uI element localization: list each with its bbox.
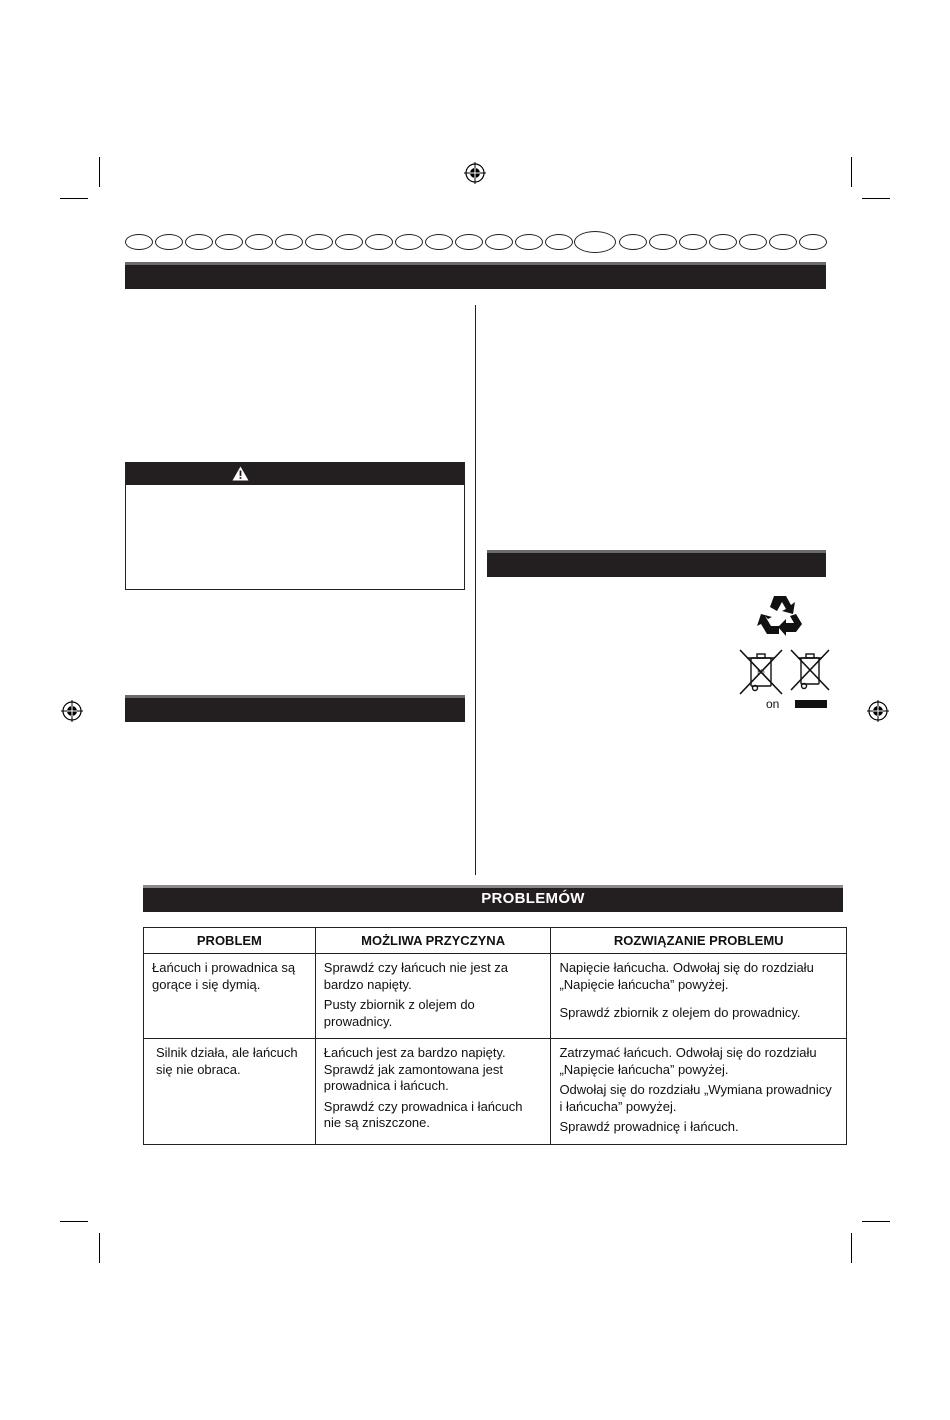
problem-cell	[144, 954, 316, 1039]
language-tab[interactable]	[739, 234, 767, 250]
solution-text: Napięcie łańcucha. Odwołaj się do rozdziału „Napięcie łańcucha” powyżej.	[559, 960, 814, 992]
crop-mark	[99, 1233, 100, 1263]
language-tab[interactable]	[125, 234, 153, 250]
language-tab[interactable]	[185, 234, 213, 250]
language-tabs	[125, 231, 827, 253]
language-tab[interactable]	[515, 234, 543, 250]
table-row	[144, 954, 847, 1039]
solution-text: Zatrzymać łańcuch. Odwołaj się do rozdziału „Napięcie łańcucha” powyżej.	[559, 1045, 817, 1077]
language-tab[interactable]	[619, 234, 647, 250]
crop-mark	[99, 157, 100, 187]
crop-mark	[862, 1221, 890, 1222]
table-header-row	[144, 928, 847, 954]
language-tab[interactable]	[545, 234, 573, 250]
column-header-cause: MOŻLIWA PRZYCZYNA	[315, 928, 551, 954]
problem-cell	[144, 1039, 316, 1145]
warning-box	[125, 462, 465, 590]
table-row	[144, 1039, 847, 1145]
language-tab[interactable]	[455, 234, 483, 250]
language-tab-active[interactable]	[574, 231, 616, 253]
solution-text: Sprawdź zbiornik z olejem do prowadnicy.	[559, 1005, 801, 1020]
weee-on-label: on	[766, 697, 780, 711]
weee-black-bar	[795, 700, 827, 708]
warning-triangle-icon	[232, 466, 249, 481]
language-tab[interactable]	[679, 234, 707, 250]
language-tab[interactable]	[709, 234, 737, 250]
cause-text: Pusty zbiornik z olejem do prowadnicy.	[323, 997, 475, 1029]
crop-mark	[862, 198, 890, 199]
cause-text: Sprawdź czy łańcuch nie jest za bardzo napięty.	[323, 960, 509, 992]
language-tab[interactable]	[425, 234, 453, 250]
solution-text: Odwołaj się do rozdziału „Wymiana prowadnicy i łańcucha” powyżej.	[559, 1082, 832, 1114]
troubleshooting-title: PROBLEMÓW	[143, 885, 843, 912]
language-tab[interactable]	[799, 234, 827, 250]
crop-mark	[851, 157, 852, 187]
language-tab[interactable]	[155, 234, 183, 250]
section-header-bar	[125, 262, 826, 289]
crop-mark	[851, 1233, 852, 1263]
registration-mark-icon	[61, 700, 83, 722]
column-header-problem: PROBLEM	[144, 928, 316, 954]
crop-mark	[60, 198, 88, 199]
language-tab[interactable]	[395, 234, 423, 250]
language-tab[interactable]	[485, 234, 513, 250]
crossed-out-bin-icon	[738, 648, 784, 696]
crop-mark	[60, 1221, 88, 1222]
language-tab[interactable]	[649, 234, 677, 250]
cause-cell	[315, 1039, 551, 1145]
language-tab[interactable]	[335, 234, 363, 250]
cause-cell	[315, 954, 551, 1039]
registration-mark-icon	[464, 162, 486, 184]
cause-text: Sprawdź czy prowadnica i łańcuch nie są zniszczone.	[323, 1098, 523, 1130]
registration-mark-icon	[867, 700, 889, 722]
solution-cell	[551, 954, 847, 1039]
problem-text: Silnik działa, ale łańcuch się nie obraca.	[156, 1045, 298, 1077]
solution-cell	[551, 1039, 847, 1145]
troubleshooting-table	[143, 927, 847, 1145]
language-tab[interactable]	[215, 234, 243, 250]
problem-text: Łańcuch i prowadnica są gorące i się dymią.	[152, 960, 296, 992]
column-divider	[475, 305, 476, 875]
svg-text:Pb: Pb	[757, 669, 765, 676]
column-header-solution: ROZWIĄZANIE PROBLEMU	[551, 928, 847, 954]
cause-text: Łańcuch jest za bardzo napięty. Sprawdź jak zamontowana jest prowadnica i łańcuch.	[323, 1045, 506, 1093]
language-tab[interactable]	[275, 234, 303, 250]
language-tab[interactable]	[769, 234, 797, 250]
language-tab[interactable]	[365, 234, 393, 250]
solution-text: Sprawdź prowadnicę i łańcuch.	[559, 1119, 739, 1134]
crossed-out-bin-icon	[789, 648, 831, 694]
maintenance-header-bar	[125, 695, 465, 722]
warning-header	[126, 463, 464, 485]
language-tab[interactable]	[245, 234, 273, 250]
environment-header-bar	[487, 550, 826, 577]
recycle-icon	[756, 590, 804, 638]
language-tab[interactable]	[305, 234, 333, 250]
